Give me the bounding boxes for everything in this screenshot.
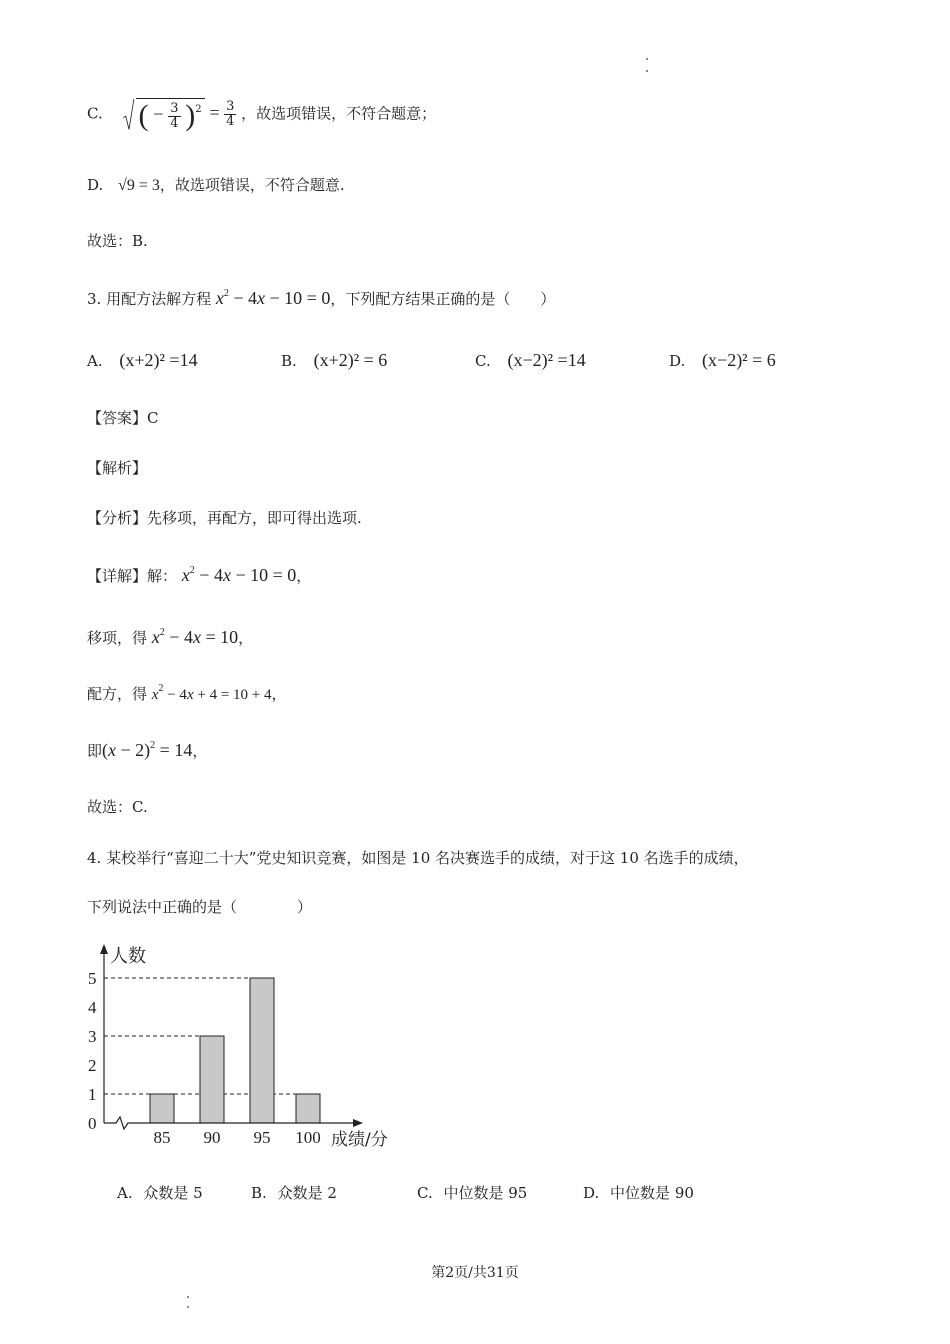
q3-choice: 故选：C. xyxy=(87,798,148,816)
q3-stem-text-2: ，下列配方结果正确的是（ ） xyxy=(330,290,556,308)
q3-option-b[interactable] xyxy=(281,350,387,371)
y-tick-label: 1 xyxy=(88,1085,97,1104)
option-label: C. xyxy=(87,104,103,123)
option-expr: (x−2)² =14 xyxy=(507,350,586,370)
x-tick-label: 95 xyxy=(253,1128,271,1147)
y-tick-label: 4 xyxy=(88,998,97,1017)
step-equation: $(x - 2)^2 = 14$ xyxy=(102,740,193,760)
scan-speck xyxy=(187,1296,189,1298)
option-label: D. xyxy=(87,176,104,194)
scan-speck xyxy=(646,58,648,60)
option-label: A. xyxy=(117,1184,133,1202)
step-equation: $x^2 - 4x = 10$ xyxy=(151,627,239,647)
q4-stem-line1: 4. 某校举行“喜迎二十大”党史知识竞赛，如图是 10 名决赛选手的成绩，对于这 10 名选手的成绩， xyxy=(87,849,749,867)
y-axis-label: 人数 xyxy=(110,946,146,967)
y-tick-label: 3 xyxy=(88,1027,97,1046)
prev-c-text: ，故选项错误，不符合题意； xyxy=(241,104,437,123)
x-tick-label: 100 xyxy=(295,1128,321,1147)
scan-speck xyxy=(187,1306,189,1308)
bar-95 xyxy=(250,978,274,1123)
step-label: 移项，得 xyxy=(87,629,148,647)
q4-option-c[interactable] xyxy=(417,1183,527,1203)
x-axis-arrow xyxy=(353,1119,363,1127)
x-tick-label: 85 xyxy=(153,1128,171,1147)
bar-85 xyxy=(150,1094,174,1123)
score-bar-chart xyxy=(80,940,420,1155)
y-tick-label: 0 xyxy=(88,1114,97,1133)
option-text: 中位数是 90 xyxy=(610,1184,694,1202)
q3-stem xyxy=(87,288,555,309)
q3-option-c[interactable] xyxy=(475,350,586,371)
bar-100 xyxy=(296,1094,320,1123)
q4-option-b[interactable] xyxy=(251,1183,337,1203)
prev-d-math: √9 = 3 xyxy=(118,177,160,194)
option-text: 众数是 5 xyxy=(143,1184,203,1202)
option-label: D. xyxy=(669,352,686,370)
option-label: B. xyxy=(251,1184,267,1202)
q3-analysis: 【分析】先移项，再配方，即可得出选项. xyxy=(87,509,362,527)
prev-option-c: C. ( − $\frac{3}{4}$ )$^2$ = $\frac{3}{4}$ ，故选项错误，不符合题意； xyxy=(87,99,437,132)
q3-stem-text: 3. 用配方法解方程 xyxy=(87,290,212,308)
step-label: 配方，得 xyxy=(87,685,148,703)
option-expr: (x+2)² =14 xyxy=(119,350,198,370)
option-expr: (x+2)² = 6 xyxy=(313,350,388,370)
q3-answer: 【答案】C xyxy=(87,409,159,427)
q3-equation: $x^2 - 4x - 10 = 0$ xyxy=(215,288,331,308)
option-label: C. xyxy=(475,352,491,370)
option-expr: (x−2)² = 6 xyxy=(702,350,776,370)
q4-option-d[interactable] xyxy=(583,1183,694,1203)
option-label: D. xyxy=(583,1184,600,1202)
option-label: B. xyxy=(281,352,297,370)
q3-step2: 配方，得 $x^2 - 4x + 4 = 10 + 4$， xyxy=(87,683,287,703)
q3-analysis-title: 【解析】 xyxy=(87,459,148,477)
option-text: 中位数是 95 xyxy=(443,1184,528,1202)
q4-option-a[interactable] xyxy=(117,1183,203,1203)
prev-choice: 故选：B. xyxy=(87,232,148,250)
sqrt-expression: ( − $\frac{3}{4}$ )$^2$ xyxy=(122,98,205,131)
q3-step1: 移项，得 $x^2 - 4x = 10$， xyxy=(87,627,254,647)
q3-step3: 即$(x - 2)^2 = 14$， xyxy=(87,740,208,760)
prev-d-text: ，故选项错误，不符合题意. xyxy=(159,176,345,194)
q3-option-a[interactable] xyxy=(87,350,198,371)
x-tick-label: 90 xyxy=(203,1128,221,1147)
step-equation: $x^2 - 4x + 4 = 10 + 4$ xyxy=(151,683,272,703)
y-tick-label: 2 xyxy=(88,1056,97,1075)
radical-sign xyxy=(122,98,136,131)
detail-equation: $x^2 - 4x - 10 = 0$ xyxy=(181,565,297,585)
q3-option-d[interactable] xyxy=(669,350,776,371)
prev-option-d xyxy=(87,175,345,196)
y-tick-label: 5 xyxy=(88,969,97,988)
bar-90 xyxy=(200,1036,224,1123)
option-text: 众数是 2 xyxy=(277,1184,337,1202)
option-label: C. xyxy=(417,1184,433,1202)
option-label: A. xyxy=(87,352,103,370)
step-label: 即 xyxy=(87,742,103,760)
q3-detail: 【详解】解： $x^2 - 4x - 10 = 0$， xyxy=(87,565,312,585)
x-axis-label: 成绩/分 xyxy=(331,1130,388,1150)
page-footer: 第2页/共31页 xyxy=(431,1265,519,1281)
scan-speck xyxy=(646,70,648,72)
detail-label: 【详解】解： xyxy=(87,567,178,585)
q4-stem-line2: 下列说法中正确的是（ ） xyxy=(87,898,313,916)
y-axis-arrow xyxy=(100,944,108,954)
